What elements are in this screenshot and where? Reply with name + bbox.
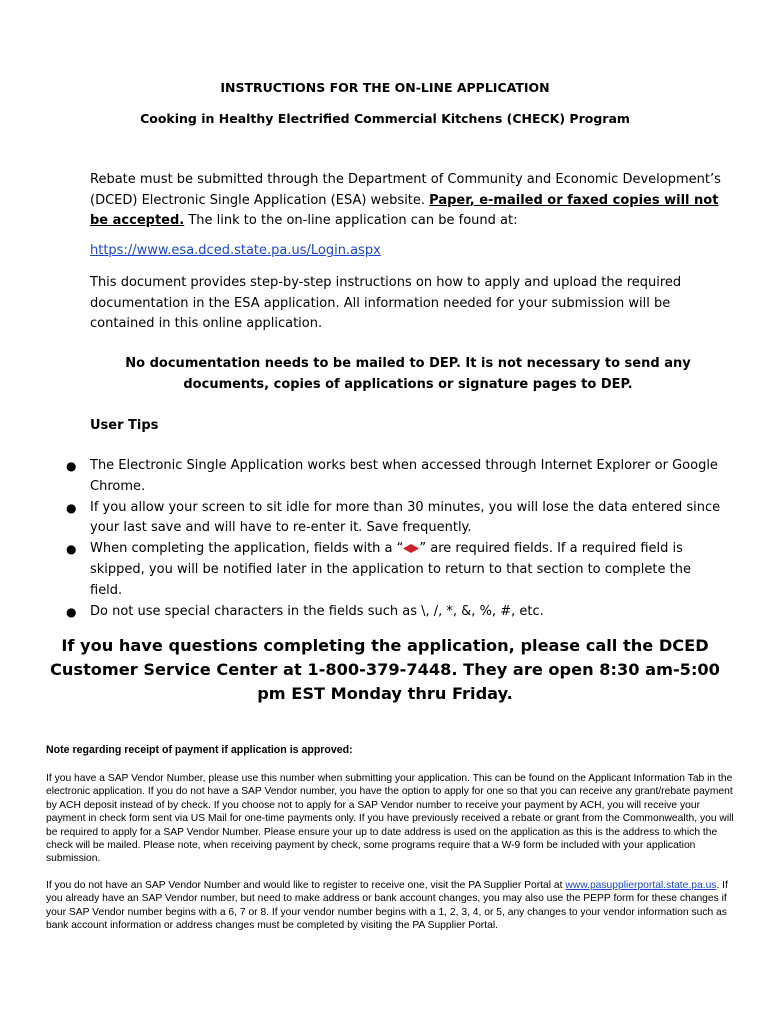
portal-text: If you do not have an SAP Vendor Number and would like to register to receive one, visit the PA Supplier Portal at bbox=[46, 880, 566, 891]
user-tips-heading: User Tips bbox=[90, 418, 159, 433]
bullet-icon: ● bbox=[66, 604, 77, 619]
payment-note-paragraph: If you have a SAP Vendor Number, please use this number when submitting your application. This can be found on the Applicant Information Tab in the electronic application. If you do not have a SAP Vendor number, you have the option to apply for one so that you can receive any grant/rebate payment by ACH deposit instead of by check. If you choose not to apply for a SAP Vendor number to receive your payment by ACH, you will receive your payment in check form sent via US Mail for one-time payments only. If you have previously received a rebate or grant from the Commonwealth, you will be required to apply for a SAP Vendor Number. Please ensure your up to date address is used on the application as this is the address to which the check will be mailed. Please note, when receiving payment by check, some programs require that a W-9 form be included with your application submission. bbox=[46, 773, 734, 865]
list-item bbox=[66, 456, 725, 498]
list-item bbox=[66, 539, 725, 601]
required-field-icon bbox=[403, 544, 419, 553]
tip-text: The Electronic Single Application works best when accessed through Internet Explorer or Google Chrome. bbox=[90, 458, 718, 494]
intro-paragraph bbox=[90, 170, 725, 232]
portal-text-end: . If you already have an SAP Vendor number, but need to make address or bank account changes, you may also use the PEPP form for these changes if your SAP Vendor number begins with a 6, 7 or 8. If your vendor number begins with a 1, 2, 3, 4, or 5, any changes to your vendor information such as bank account information or address changes must be completed by visiting the PA Supplier Portal. bbox=[46, 880, 728, 932]
intro-text: Rebate must be submitted through the Department of Community and Economic Development’s (DCED) Electronic Single Application (ESA) website. bbox=[90, 172, 721, 208]
list-item bbox=[66, 498, 725, 540]
payment-note-heading: Note regarding receipt of payment if application is approved: bbox=[46, 744, 353, 756]
tip-text: If you allow your screen to sit idle for more than 30 minutes, you will lose the data entered since your last save and will have to re-enter it. Save frequently. bbox=[90, 499, 721, 536]
list-item bbox=[66, 602, 725, 623]
bullet-icon: ● bbox=[66, 542, 77, 557]
tip-text: Do not use special characters in the fields such as \, /, *, &, %, #, etc. bbox=[90, 603, 544, 619]
esa-link-line bbox=[90, 241, 725, 262]
questions-notice: If you have questions completing the application, please call the DCED Customer Service Center at 1-800-379-7448. They are open 8:30 am-5:00 pm EST Monday thru Friday. bbox=[50, 636, 720, 703]
user-tips-list bbox=[66, 456, 725, 622]
supplier-portal-paragraph bbox=[46, 879, 736, 933]
tip-text: When completing the application, fields with a “ bbox=[90, 541, 404, 557]
no-documentation-notice: No documentation needs to be mailed to DEP. It is not necessary to send any documents, copies of applications or signature pages to DEP. bbox=[125, 356, 691, 392]
esa-login-link[interactable]: https://www.esa.dced.state.pa.us/Login.aspx bbox=[90, 243, 381, 258]
bullet-icon: ● bbox=[66, 500, 77, 515]
bullet-icon: ● bbox=[66, 459, 77, 473]
description-paragraph: This document provides step-by-step instructions on how to apply and upload the required documentation in the ESA application. All information needed for your submission will be contained in this online application. bbox=[90, 275, 682, 331]
program-subtitle: Cooking in Healthy Electrified Commercial Kitchens (CHECK) Program bbox=[140, 111, 630, 126]
supplier-portal-link[interactable]: www.pasupplierportal.state.pa.us bbox=[565, 880, 717, 891]
intro-text-end: The link to the on-line application can be found at: bbox=[184, 213, 518, 228]
intro-warning: Paper, e-mailed or faxed copies will not be accepted. bbox=[90, 192, 719, 228]
tip-text: ” are required fields. If a required field is skipped, you will be notified later in the application to return to that section to complete the field. bbox=[90, 541, 691, 598]
page-title: INSTRUCTIONS FOR THE ON-LINE APPLICATION bbox=[220, 80, 550, 95]
